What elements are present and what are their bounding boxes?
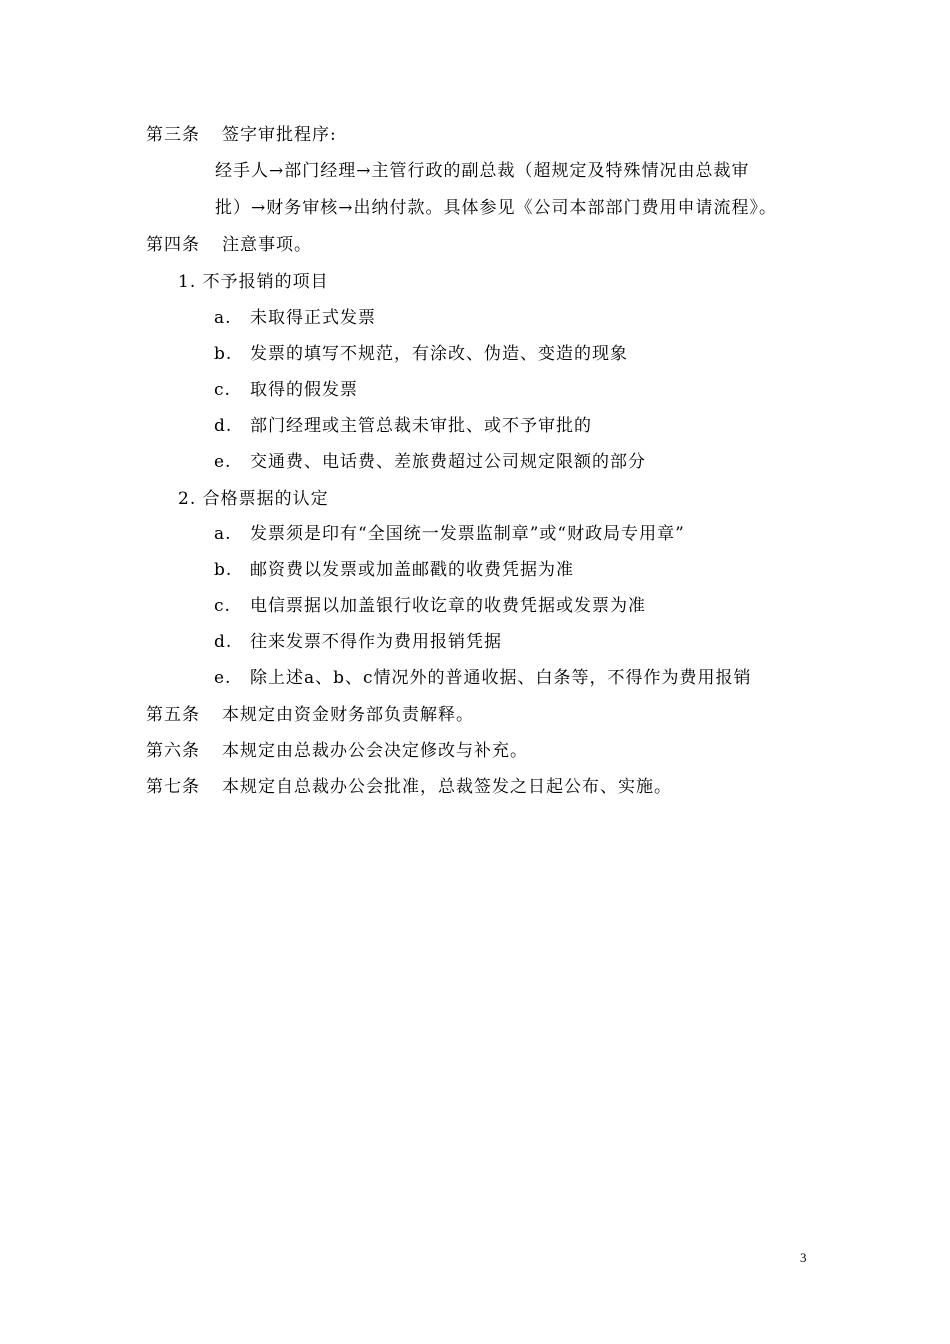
item-text: 发票的填写不规范，有涂改、伪造、变造的现象	[250, 344, 628, 364]
item-marker: c.	[214, 596, 231, 616]
article-6	[146, 736, 528, 761]
article-3	[146, 120, 337, 145]
list-item	[214, 663, 752, 688]
article-5	[146, 700, 474, 725]
list-item	[214, 339, 628, 364]
item-marker: c.	[214, 380, 231, 400]
article-text: 注意事项。	[222, 235, 312, 255]
item-text: 电信票据以加盖银行收讫章的收费凭据或发票为准	[250, 596, 646, 616]
item-text: 取得的假发票	[250, 380, 358, 400]
item-text: 邮资费以发票或加盖邮戳的收费凭据为准	[250, 560, 574, 580]
item-text: 部门经理或主管总裁未审批、或不予审批的	[250, 416, 592, 436]
article-3-body-line-2: 批）→财务审核→出纳付款。具体参见《公司本部部门费用申请流程》。	[215, 198, 777, 218]
article-text: 签字审批程序:	[222, 125, 337, 145]
article-text: 本规定由资金财务部负责解释。	[222, 705, 474, 725]
list-item	[214, 447, 646, 472]
article-4	[146, 230, 312, 255]
item-text: 发票须是印有“全国统一发票监制章”或“财政局专用章”	[250, 524, 685, 544]
list-item	[214, 627, 502, 652]
item-marker: e.	[214, 668, 232, 688]
section-title: 1. 不予报销的项目	[178, 272, 329, 292]
page-number: 3	[800, 1250, 807, 1265]
article-text: 本规定由总裁办公会决定修改与补充。	[222, 741, 528, 761]
item-marker: b.	[214, 560, 233, 580]
item-marker: a.	[214, 524, 232, 544]
item-text: 未取得正式发票	[250, 308, 376, 328]
list-item	[214, 519, 685, 544]
article-7	[146, 772, 672, 797]
list-item	[214, 591, 646, 616]
item-marker: d.	[214, 632, 233, 652]
article-label: 第七条	[146, 777, 200, 797]
article-3-body-line-1: 经手人→部门经理→主管行政的副总裁（超规定及特殊情况由总裁审	[215, 161, 750, 181]
item-marker: e.	[214, 452, 232, 472]
item-text: 往来发票不得作为费用报销凭据	[250, 632, 502, 652]
article-label: 第三条	[146, 125, 200, 145]
article-label: 第六条	[146, 741, 200, 761]
article-label: 第五条	[146, 705, 200, 725]
list-item	[214, 411, 592, 436]
article-text: 本规定自总裁办公会批准，总裁签发之日起公布、实施。	[222, 777, 672, 797]
list-item	[214, 375, 358, 400]
item-marker: b.	[214, 344, 233, 364]
item-marker: a.	[214, 308, 232, 328]
list-item	[214, 303, 376, 328]
item-text: 交通费、电话费、差旅费超过公司规定限额的部分	[250, 452, 646, 472]
article-label: 第四条	[146, 235, 200, 255]
item-marker: d.	[214, 416, 233, 436]
item-text: 除上述a、b、c情况外的普通收据、白条等，不得作为费用报销	[250, 668, 752, 688]
section-title: 2. 合格票据的认定	[178, 489, 329, 509]
list-item	[214, 555, 574, 580]
